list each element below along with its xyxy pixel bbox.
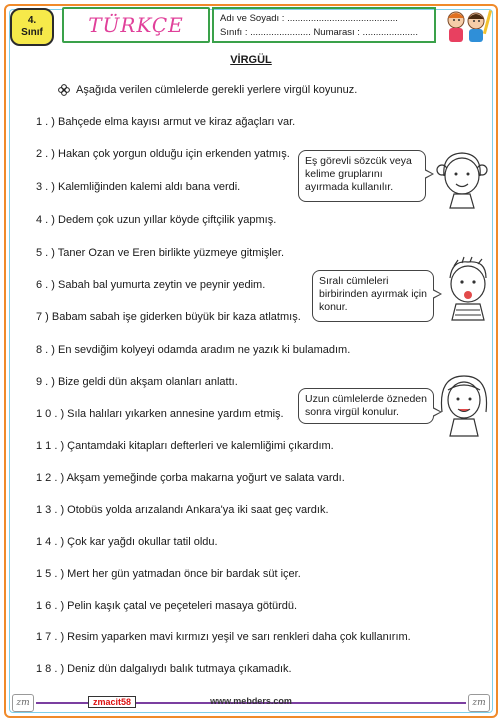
girl-face-icon <box>434 148 490 210</box>
list-item: 3 . ) Kalemliğinden kalemi aldı bana verdi. <box>36 181 241 193</box>
list-item: 1 0 . ) Sıla halıları yıkarken annesine yardım etmiş. <box>36 408 284 420</box>
page-title: VİRGÜL <box>230 54 272 66</box>
list-item: 4 . ) Dedem çok uzun yıllar köyde çiftçilik yapmış. <box>36 214 277 226</box>
list-item: 1 5 . ) Mert her gün yatmadan önce bir bardak süt içer. <box>36 568 301 580</box>
list-item: 8 . ) En sevdiğim kolyeyi odamda aradım ne yazık ki bulamadım. <box>36 344 351 356</box>
grade-number: 4. <box>27 15 37 26</box>
children-icon <box>440 6 494 46</box>
list-item: 5 . ) Taner Ozan ve Eren birlikte yüzmeye gitmişler. <box>36 247 285 259</box>
footer-logo-right: zm <box>468 694 490 712</box>
list-item: 1 2 . ) Akşam yemeğinde çorba makarna yoğurt ve salata vardı. <box>36 472 345 484</box>
list-item: 2 . ) Hakan çok yorgun olduğu için erkenden yatmış. <box>36 148 290 160</box>
list-item: 1 6 . ) Pelin kaşık çatal ve peçeteleri masaya götürdü. <box>36 600 298 612</box>
tip-bubble-2: Sıralı cümleleri birbirinden ayırmak için konur. <box>312 270 434 322</box>
footer-logo-left: zm <box>12 694 34 712</box>
subject-title: TÜRKÇE <box>88 13 184 37</box>
list-item: 9 . ) Bize geldi dün akşam olanları anlattı. <box>36 376 238 388</box>
name-line: Adı ve Soyadı : .......................................... <box>220 13 398 24</box>
list-item: 1 4 . ) Çok kar yağdı okullar tatil oldu. <box>36 536 218 548</box>
class-number-line: Sınıfı : ....................... Numarası : ..................... <box>220 27 418 38</box>
grade-label: Sınıf <box>21 27 43 38</box>
student-info-box <box>212 7 436 43</box>
instruction-text: Aşağıda verilen cümlelerde gerekli yerlere virgül koyunuz. <box>76 84 358 96</box>
list-item: 1 3 . ) Otobüs yolda arızalandı Ankara'ya iki saat geç vardık. <box>36 504 329 516</box>
footer-website[interactable]: www.mebders.com <box>210 696 292 706</box>
girl-long-hair-icon <box>436 372 492 438</box>
subject-box <box>62 7 210 43</box>
flower-bullet-icon <box>58 84 70 96</box>
list-item: 1 1 . ) Çantamdaki kitapları defterleri ve kalemliğimi çıkardım. <box>36 440 334 452</box>
list-item: 1 7 . ) Resim yaparken mavi kırmızı yeşil ve sarı renkleri daha çok kullanırım. <box>36 631 411 643</box>
tip-bubble-3: Uzun cümlelerde özneden sonra virgül konulur. <box>298 388 434 424</box>
instruction <box>58 84 357 96</box>
list-item: 1 . ) Bahçede elma kayısı armut ve kiraz ağaçları var. <box>36 116 296 128</box>
footer-author-tag: zmacit58 <box>88 696 136 708</box>
list-item: 6 . ) Sabah bal yumurta zeytin ve peynir yedim. <box>36 279 266 291</box>
list-item: 7 ) Babam sabah işe giderken büyük bir kaza atlatmış. <box>36 311 301 323</box>
list-item: 1 8 . ) Deniz dün dalgalıydı balık tutmaya çıkamadık. <box>36 663 292 675</box>
boy-face-icon <box>440 256 496 322</box>
grade-badge <box>10 8 54 46</box>
tip-bubble-1: Eş görevli sözcük veya kelime gruplarını ayırmada kullanılır. <box>298 150 426 202</box>
